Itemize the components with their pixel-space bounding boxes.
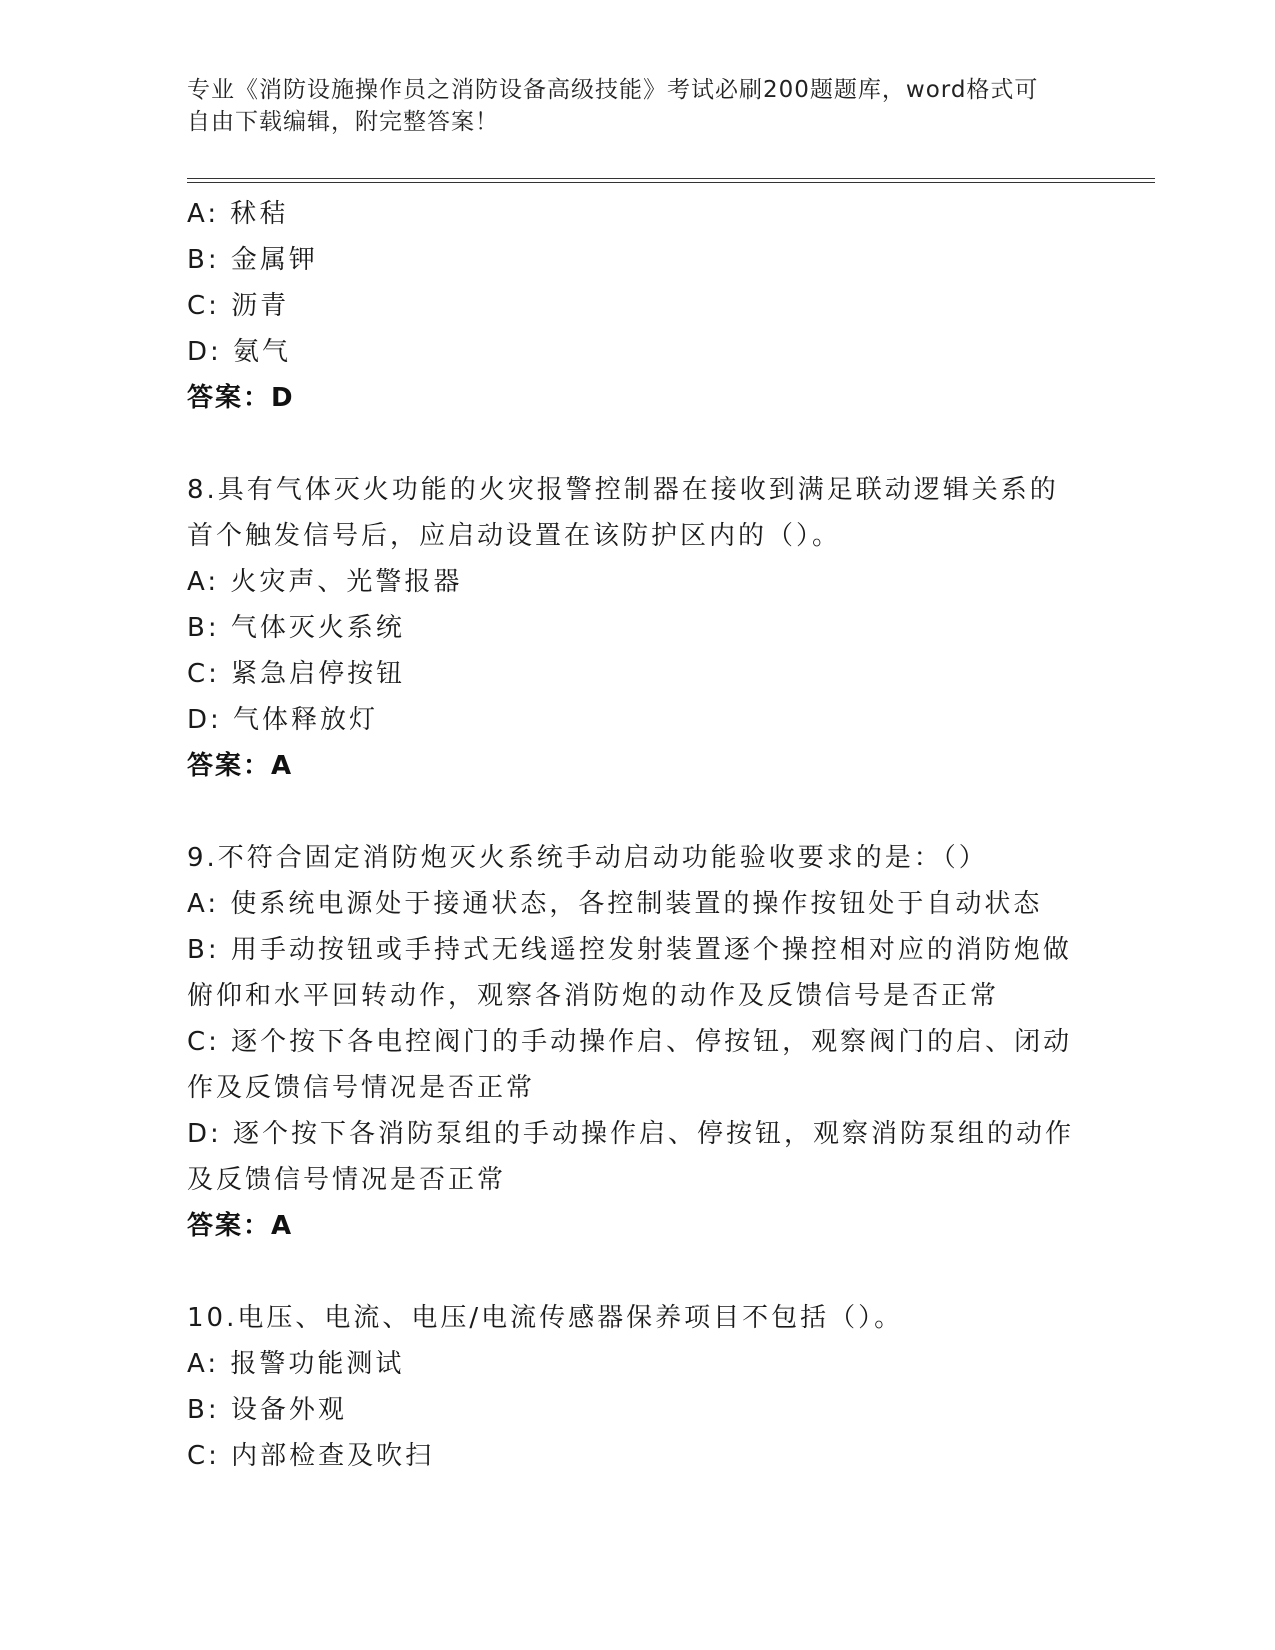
option-b: B: 气体灭火系统 [187,613,405,643]
document-header [187,74,1067,138]
option-c: C: 紧急启停按钮 [187,659,406,689]
spacer [187,1249,1087,1295]
option-d: D: 气体释放灯 [187,705,379,735]
question-stem: 8.具有气体灭火功能的火灾报警控制器在接收到满足联动逻辑关系的 [187,475,1059,505]
question-9 [187,835,1087,1249]
option-a: A: 秫秸 [187,199,289,229]
answer: 答案：A [187,1211,294,1241]
option-c-continued: 作及反馈信号情况是否正常 [187,1073,536,1103]
header-divider-bottom [187,182,1155,183]
spacer [187,789,1087,835]
option-d-continued: 及反馈信号情况是否正常 [187,1165,507,1195]
question-list [187,191,1087,1479]
option-c: C: 内部检查及吹扫 [187,1441,435,1471]
option-c: C: 沥青 [187,291,290,321]
option-d: D: 逐个按下各消防泵组的手动操作启、停按钮，观察消防泵组的动作 [187,1119,1075,1149]
option-b: B: 金属钾 [187,245,318,275]
header-divider-top [187,178,1155,179]
question-7 [187,191,1087,421]
option-b: B: 用手动按钮或手持式无线遥控发射装置逐个操控相对应的消防炮做 [187,935,1072,965]
header-line-2: 自由下载编辑，附完整答案！ [187,109,499,135]
question-stem-continued: 首个触发信号后，应启动设置在该防护区内的（）。 [187,521,842,551]
option-a: A: 火灾声、光警报器 [187,567,463,597]
option-b: B: 设备外观 [187,1395,347,1425]
header-line-1: 专业《消防设施操作员之消防设备高级技能》考试必刷200题题库，word格式可 [187,77,1039,103]
answer: 答案：A [187,751,294,781]
question-stem: 10.电压、电流、电压/电流传感器保养项目不包括（）。 [187,1303,904,1333]
answer: 答案：D [187,383,295,413]
option-b-continued: 俯仰和水平回转动作，观察各消防炮的动作及反馈信号是否正常 [187,981,1000,1011]
question-10 [187,1295,1087,1479]
question-stem: 9.不符合固定消防炮灭火系统手动启动功能验收要求的是：（） [187,843,988,873]
option-d: D: 氨气 [187,337,292,367]
question-8 [187,467,1087,789]
spacer [187,421,1087,467]
option-a: A: 使系统电源处于接通状态，各控制装置的操作按钮处于自动状态 [187,889,1043,919]
option-a: A: 报警功能测试 [187,1349,405,1379]
option-c: C: 逐个按下各电控阀门的手动操作启、停按钮，观察阀门的启、闭动 [187,1027,1073,1057]
